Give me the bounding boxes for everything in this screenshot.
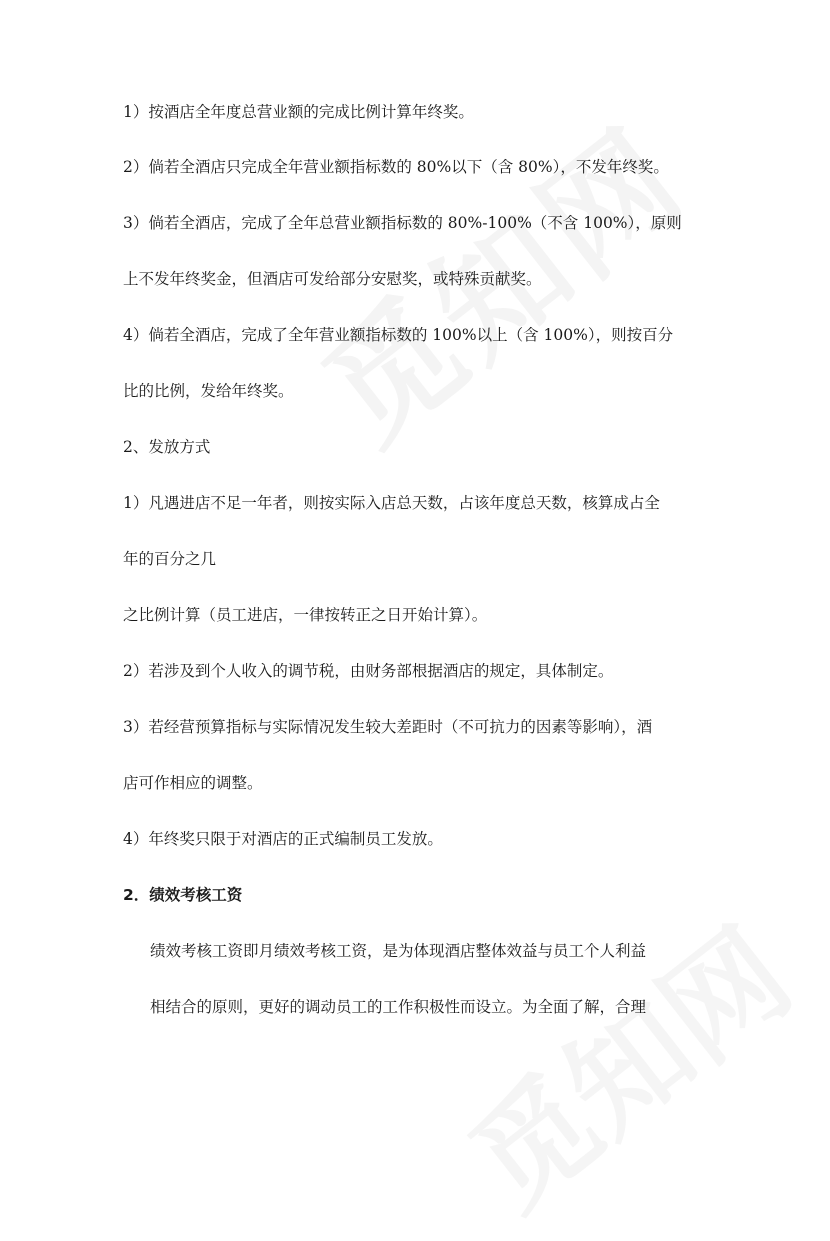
- section-subheading: 2、发放方式: [123, 438, 211, 456]
- paragraph-line: 1）按酒店全年度总营业额的完成比例计算年终奖。: [123, 103, 474, 121]
- paragraph-line: 3）若经营预算指标与实际情况发生较大差距时（不可抗力的因素等影响），酒: [123, 718, 653, 736]
- paragraph-line: 上不发年终奖金，但酒店可发给部分安慰奖，或特殊贡献奖。: [123, 270, 542, 288]
- section-body-line: 相结合的原则，更好的调动员工的工作积极性而设立。为全面了解，合理: [150, 998, 647, 1016]
- paragraph-line: 4）倘若全酒店，完成了全年营业额指标数的 100%以上（含 100%），则按百分: [123, 326, 674, 344]
- watermark-bottom: [430, 883, 820, 1240]
- section-heading: 2．绩效考核工资: [123, 886, 243, 904]
- paragraph-line: 3）倘若全酒店，完成了全年总营业额指标数的 80%-100%（不含 100%），原则: [123, 214, 682, 232]
- paragraph-line: 年的百分之几: [123, 550, 217, 568]
- paragraph-line: 店可作相应的调整。: [123, 774, 263, 792]
- paragraph-line: 1）凡遇进店不足一年者，则按实际入店总天数，占该年度总天数，核算成占全: [123, 494, 660, 512]
- paragraph-line: 2）若涉及到个人收入的调节税，由财务部根据酒店的规定，具体制定。: [123, 662, 614, 680]
- paragraph-line: 之比例计算（员工进店，一律按转正之日开始计算）。: [123, 606, 488, 624]
- paragraph-line: 比的比例，发给年终奖。: [123, 382, 294, 400]
- paragraph-line: 4）年终奖只限于对酒店的正式编制员工发放。: [123, 830, 443, 848]
- paragraph-line: 2）倘若全酒店只完成全年营业额指标数的 80%以下（含 80%），不发年终奖。: [123, 158, 669, 176]
- section-body-line: 绩效考核工资即月绩效考核工资，是为体现酒店整体效益与员工个人利益: [150, 942, 647, 960]
